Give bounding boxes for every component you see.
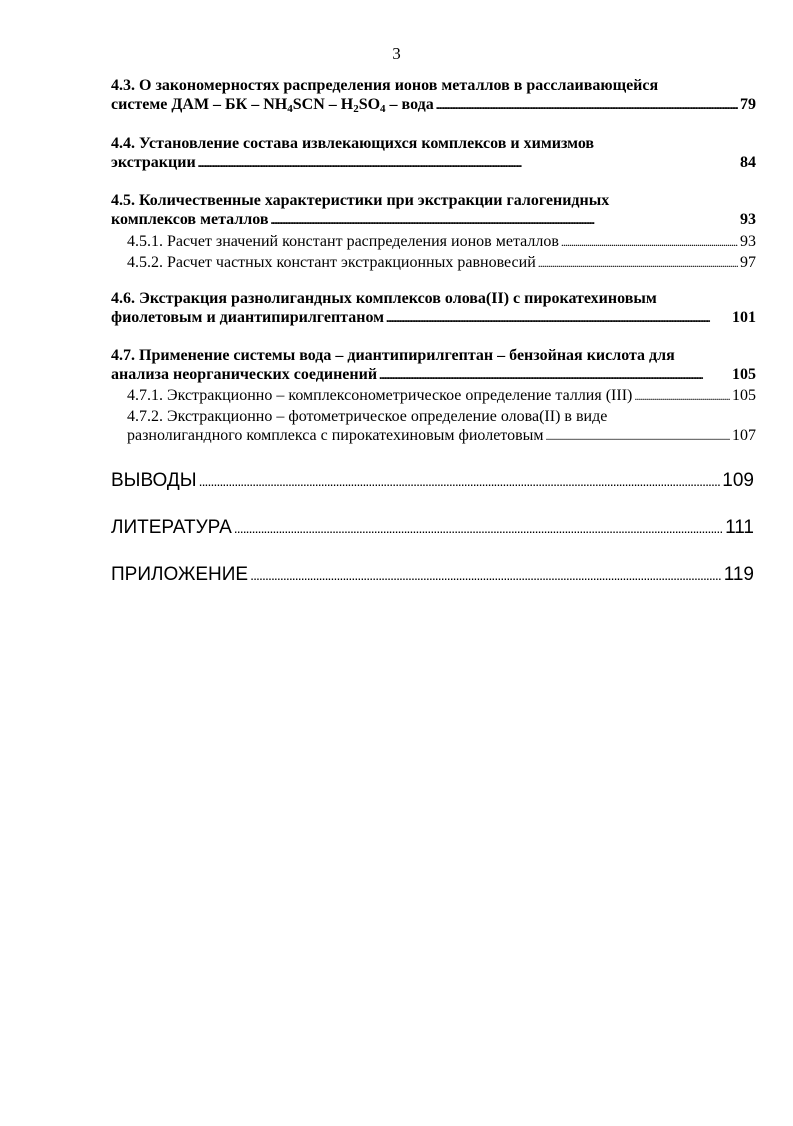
- toc-entry-conclusions-title: ВЫВОДЫ: [111, 470, 197, 491]
- dot-leader: [234, 517, 723, 539]
- toc-entry-4-5-title: 4.5. Количественные характеристики при экстракции галогенидных: [111, 192, 610, 209]
- toc-entry-appendix-title: ПРИЛОЖЕНИЕ: [111, 564, 249, 585]
- dot-leader: [379, 366, 730, 385]
- toc-entry-4-3-title-cont: системе ДАМ – БК – $NH_4SCN - H_2SO_4$ – вода: [111, 96, 434, 115]
- dot-leader: [198, 154, 738, 173]
- dot-leader: [199, 470, 721, 492]
- dot-leader: [436, 96, 738, 115]
- toc-entry-conclusions[interactable]: [111, 470, 754, 492]
- toc-entry-4-3[interactable]: [111, 76, 756, 115]
- toc-entry-4-5-1-page: 93: [740, 233, 756, 250]
- toc-entry-4-4-title-cont: экстракции: [111, 154, 196, 171]
- toc-entry-4-5[interactable]: [111, 191, 756, 230]
- toc-entry-literature[interactable]: [111, 517, 754, 539]
- toc-entry-literature-title: ЛИТЕРАТУРА: [111, 517, 232, 538]
- toc-entry-4-6-title-cont: фиолетовым и диантипирилгептаном: [111, 309, 385, 326]
- toc-entry-4-7-1-page: 105: [732, 387, 756, 404]
- toc-entry-4-7[interactable]: [111, 346, 756, 385]
- toc-entry-4-3-page: 79: [740, 96, 756, 113]
- toc-entry-4-3-title: 4.3. О закономерностях распределения ионов металлов в расслаивающейся: [111, 77, 659, 94]
- toc-entry-4-6-page: 101: [732, 309, 756, 326]
- toc-entry-4-7-page: 105: [732, 366, 756, 383]
- dot-leader: [561, 233, 738, 252]
- toc-entry-4-7-2-page: 107: [732, 427, 756, 444]
- toc-entry-4-5-2-title: 4.5.2. Расчет частных констант экстракционных равновесий: [127, 254, 536, 271]
- toc-entry-4-7-title-cont: анализа неорганических соединений: [111, 366, 378, 383]
- toc-entry-4-7-1-title: 4.7.1. Экстракционно – комплексонометрическое определение таллия (III): [127, 387, 633, 404]
- toc-entry-4-7-title: 4.7. Применение системы вода – диантипирилгептан – бензойная кислота для: [111, 347, 675, 364]
- toc-entry-conclusions-page: 109: [722, 470, 754, 491]
- toc-entry-4-7-2-title: 4.7.2. Экстракционно – фотометрическое определение олова(II) в виде: [127, 408, 608, 425]
- toc-entry-4-4-title: 4.4. Установление состава извлекающихся комплексов и химизмов: [111, 135, 595, 152]
- page-number: 3: [392, 44, 401, 63]
- toc-entry-4-5-1[interactable]: [111, 232, 756, 252]
- toc-entry-4-6[interactable]: [111, 289, 756, 328]
- toc-entry-appendix-page: 119: [723, 564, 754, 585]
- dot-leader: [546, 427, 730, 446]
- dot-leader: [270, 211, 738, 230]
- dot-leader: [250, 564, 722, 586]
- toc-entry-4-7-2-title-cont: разнолигандного комплекса с пирокатехиновым фиолетовым: [127, 427, 544, 444]
- dot-leader: [538, 254, 738, 273]
- toc-entry-4-5-1-title: 4.5.1. Расчет значений констант распределения ионов металлов: [127, 233, 559, 250]
- dot-leader: [386, 309, 730, 328]
- toc-entry-4-7-2[interactable]: [111, 407, 756, 446]
- toc-entry-4-4-page: 84: [740, 154, 756, 171]
- toc-entry-appendix[interactable]: [111, 564, 754, 586]
- toc-entry-4-7-1[interactable]: [111, 386, 756, 406]
- toc-entry-4-6-title: 4.6. Экстракция разнолигандных комплексов олова(II) с пирокатехиновым: [111, 290, 657, 307]
- toc-entry-literature-page: 111: [725, 517, 754, 538]
- toc-entry-4-4[interactable]: [111, 134, 756, 173]
- toc-entry-4-5-title-cont: комплексов металлов: [111, 211, 269, 228]
- toc-entry-4-5-2[interactable]: [111, 253, 756, 273]
- toc-entry-4-5-page: 93: [740, 211, 756, 228]
- dot-leader: [634, 387, 730, 406]
- toc-entry-4-5-2-page: 97: [740, 254, 756, 271]
